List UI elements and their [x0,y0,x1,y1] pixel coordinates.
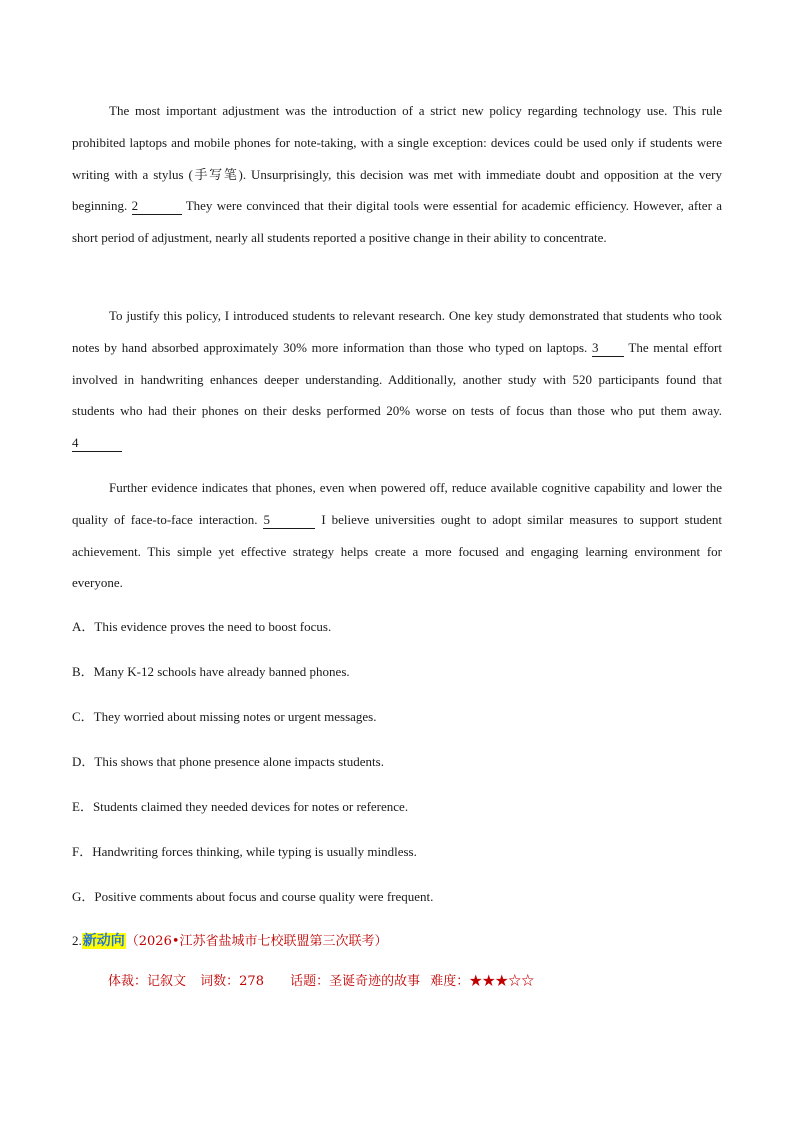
option-letter: F． [72,844,93,859]
option-text: Positive comments about focus and course quality were frequent. [94,889,434,904]
new-trend-tag: 新动向 [82,933,125,949]
passage-text: The mental effort involved in handwriting enhances deeper understanding. Additionally, another study with 520 participants found that students who had their phones on their desks performed 20% worse on tests of focus than those who put them away. [72,339,722,419]
passage-paragraph-2 [72,300,722,459]
option-letter: B． [72,664,94,679]
question-source: （2026•江苏省盐城市七校联盟第三次联考） [125,934,388,949]
option-g[interactable] [72,888,433,906]
option-letter: C． [72,709,94,724]
topic-label: 话题：圣诞奇迹的故事 [290,974,421,989]
option-c[interactable] [72,708,377,726]
option-letter: D． [72,754,95,769]
genre-label: 体裁：记叙文 [108,974,187,989]
passage-text: Further evidence indicates that phones, even when powered off, reduce available cognitive capability and lower the quality of face-to-face interaction. [72,480,722,527]
option-text: They worried about missing notes or urgent messages. [93,709,377,724]
answer-blank-5[interactable]: 5 [263,512,315,529]
option-text: Many K-12 schools have already banned phones. [93,664,350,679]
option-text: This evidence proves the need to boost focus. [94,619,332,634]
passage-paragraph-3 [72,472,722,599]
option-d[interactable] [72,753,384,771]
answer-blank-3[interactable]: 3 [592,340,624,357]
word-count-label: 词数：278 [200,974,264,989]
passage-text: The most important adjustment was the introduction of a strict new policy regarding technology use. This rule prohibited laptops and mobile phones for note-taking, with a single exception: devices could be used only if students were writing with a stylus (手写笔). Unsurprisingly, this decision was met with immediate doubt and opposition at the very beginning. [72,103,722,214]
option-letter: E． [72,799,93,814]
answer-blank-2[interactable]: 2 [132,198,182,215]
option-b[interactable] [72,663,350,681]
option-letter: G． [72,889,95,904]
passage-text: To justify this policy, I introduced students to relevant research. One key study demonstrated that students who took notes by hand absorbed approximately 30% more information than those who typed on laptops. [72,308,722,355]
difficulty-label: 难度：★★★☆☆ [430,974,535,989]
option-e[interactable] [72,798,408,816]
option-f[interactable] [72,843,417,861]
answer-blank-4[interactable]: 4 [72,435,122,452]
passage-text: They were convinced that their digital tools were essential for academic efficiency. However, after a short period of adjustment, nearly all students reported a positive change in their ability to concentrate. [72,198,723,246]
option-text: Students claimed they needed devices for notes or reference. [92,799,409,814]
option-text: Handwriting forces thinking, while typing is usually mindless. [92,844,417,859]
option-text: This shows that phone presence alone impacts students. [94,754,384,769]
question-number: 2. [72,933,82,948]
question-2-header [72,930,388,953]
passage-text: I believe universities ought to adopt similar measures to support student achievement. This simple yet effective strategy helps create a more focused and engaging learning environment for everyone. [72,511,722,591]
passage-paragraph-1 [72,95,722,254]
question-2-meta [108,971,534,993]
option-letter: A． [72,619,95,634]
option-a[interactable] [72,618,331,636]
